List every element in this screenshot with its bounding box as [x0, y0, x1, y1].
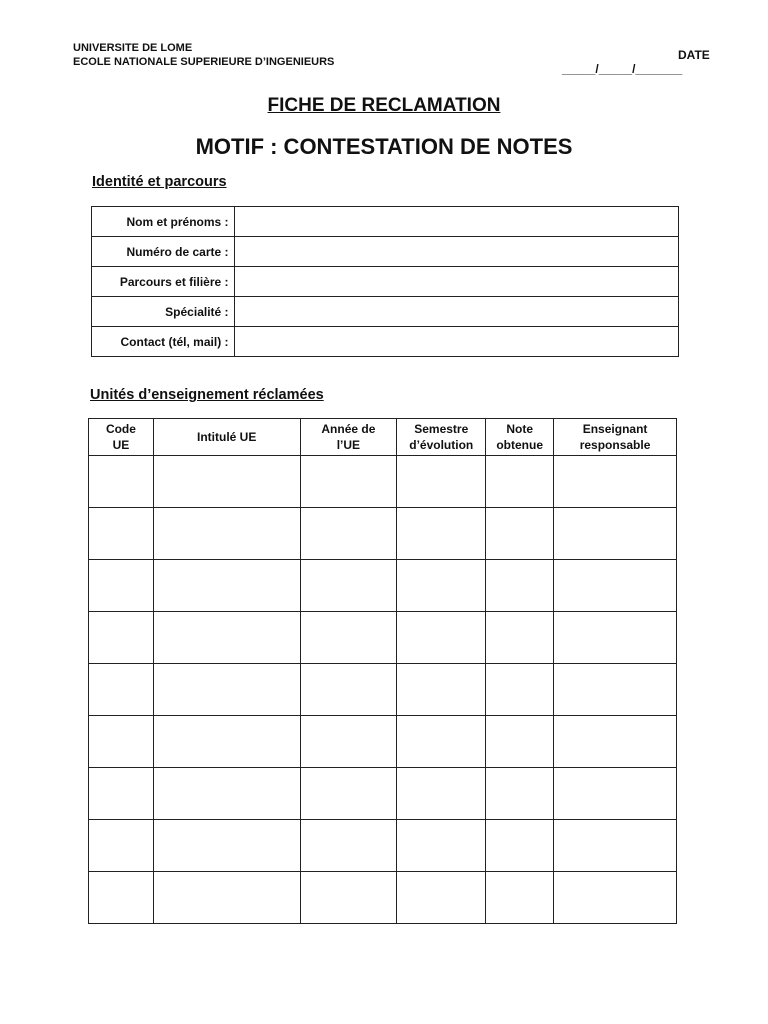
semester-cell[interactable]: [397, 872, 486, 924]
identity-row: [92, 267, 679, 297]
table-row: [89, 612, 677, 664]
form-subtitle: MOTIF : CONTESTATION DE NOTES: [195, 134, 573, 159]
teacher-cell[interactable]: [554, 664, 677, 716]
teacher-cell[interactable]: [554, 820, 677, 872]
grade-cell[interactable]: [486, 768, 554, 820]
teacher-cell[interactable]: [554, 456, 677, 508]
teacher-cell[interactable]: [554, 560, 677, 612]
year-cell[interactable]: [300, 508, 397, 560]
year-cell[interactable]: [300, 612, 397, 664]
program-field[interactable]: [234, 267, 678, 297]
year-cell[interactable]: [300, 560, 397, 612]
year-cell[interactable]: [300, 820, 397, 872]
code-cell[interactable]: [89, 872, 154, 924]
grade-cell[interactable]: [486, 612, 554, 664]
grade-cell[interactable]: [486, 716, 554, 768]
identity-row: [92, 237, 679, 267]
teacher-cell[interactable]: [554, 508, 677, 560]
semester-cell[interactable]: [397, 456, 486, 508]
semester-cell[interactable]: [397, 612, 486, 664]
code-cell[interactable]: [89, 820, 154, 872]
date-label: DATE: [678, 48, 710, 62]
identity-row: [92, 207, 679, 237]
table-row: [89, 456, 677, 508]
teacher-cell[interactable]: [554, 872, 677, 924]
grade-cell[interactable]: [486, 820, 554, 872]
code-cell[interactable]: [89, 664, 154, 716]
institution-header: [73, 41, 334, 69]
ue-header-row: [89, 419, 677, 456]
year-cell[interactable]: [300, 872, 397, 924]
field-label-name: Nom et prénoms :: [92, 207, 235, 237]
year-cell[interactable]: [300, 456, 397, 508]
title-cell[interactable]: [153, 664, 300, 716]
semester-cell[interactable]: [397, 664, 486, 716]
table-row: [89, 664, 677, 716]
semester-cell[interactable]: [397, 716, 486, 768]
column-header-teacher: Enseignant responsable: [554, 419, 677, 456]
teacher-cell[interactable]: [554, 768, 677, 820]
title-cell[interactable]: [153, 560, 300, 612]
title-cell[interactable]: [153, 456, 300, 508]
grade-cell[interactable]: [486, 872, 554, 924]
title-cell[interactable]: [153, 768, 300, 820]
field-label-card-number: Numéro de carte :: [92, 237, 235, 267]
title-cell[interactable]: [153, 716, 300, 768]
column-header-code: Code UE: [89, 419, 154, 456]
specialty-field[interactable]: [234, 297, 678, 327]
school-name: ECOLE NATIONALE SUPERIEURE D’INGENIEURS: [73, 56, 335, 68]
ue-section-heading: Unités d’enseignement réclamées: [90, 387, 324, 403]
grade-cell[interactable]: [486, 560, 554, 612]
field-label-program: Parcours et filière :: [92, 267, 235, 297]
teacher-cell[interactable]: [554, 716, 677, 768]
identity-row: [92, 327, 679, 357]
code-cell[interactable]: [89, 560, 154, 612]
semester-cell[interactable]: [397, 820, 486, 872]
code-cell[interactable]: [89, 612, 154, 664]
year-cell[interactable]: [300, 664, 397, 716]
name-field[interactable]: [234, 207, 678, 237]
grade-cell[interactable]: [486, 508, 554, 560]
semester-cell[interactable]: [397, 560, 486, 612]
semester-cell[interactable]: [397, 768, 486, 820]
table-row: [89, 560, 677, 612]
year-cell[interactable]: [300, 716, 397, 768]
identity-row: [92, 297, 679, 327]
teacher-cell[interactable]: [554, 612, 677, 664]
field-label-specialty: Spécialité :: [92, 297, 235, 327]
ue-table: [88, 418, 677, 924]
code-cell[interactable]: [89, 456, 154, 508]
contact-field[interactable]: [234, 327, 678, 357]
field-label-contact: Contact (tél, mail) :: [92, 327, 235, 357]
column-header-year: Année de l’UE: [300, 419, 397, 456]
date-field[interactable]: _____/_____/_______: [562, 62, 683, 76]
table-row: [89, 768, 677, 820]
code-cell[interactable]: [89, 508, 154, 560]
table-row: [89, 508, 677, 560]
year-cell[interactable]: [300, 768, 397, 820]
identity-table: [91, 206, 679, 357]
title-cell[interactable]: [153, 820, 300, 872]
column-header-grade: Note obtenue: [486, 419, 554, 456]
university-name: UNIVERSITE DE LOME: [73, 42, 193, 54]
table-row: [89, 872, 677, 924]
ue-table-body: [89, 456, 677, 924]
title-cell[interactable]: [153, 612, 300, 664]
code-cell[interactable]: [89, 716, 154, 768]
column-header-semester: Semestre d’évolution: [397, 419, 486, 456]
form-title: FICHE DE RECLAMATION: [267, 95, 501, 116]
title-cell[interactable]: [153, 508, 300, 560]
identity-section-heading: Identité et parcours: [92, 174, 227, 190]
title-cell[interactable]: [153, 872, 300, 924]
grade-cell[interactable]: [486, 664, 554, 716]
grade-cell[interactable]: [486, 456, 554, 508]
code-cell[interactable]: [89, 768, 154, 820]
card-number-field[interactable]: [234, 237, 678, 267]
column-header-title: Intitulé UE: [153, 419, 300, 456]
semester-cell[interactable]: [397, 508, 486, 560]
table-row: [89, 820, 677, 872]
table-row: [89, 716, 677, 768]
